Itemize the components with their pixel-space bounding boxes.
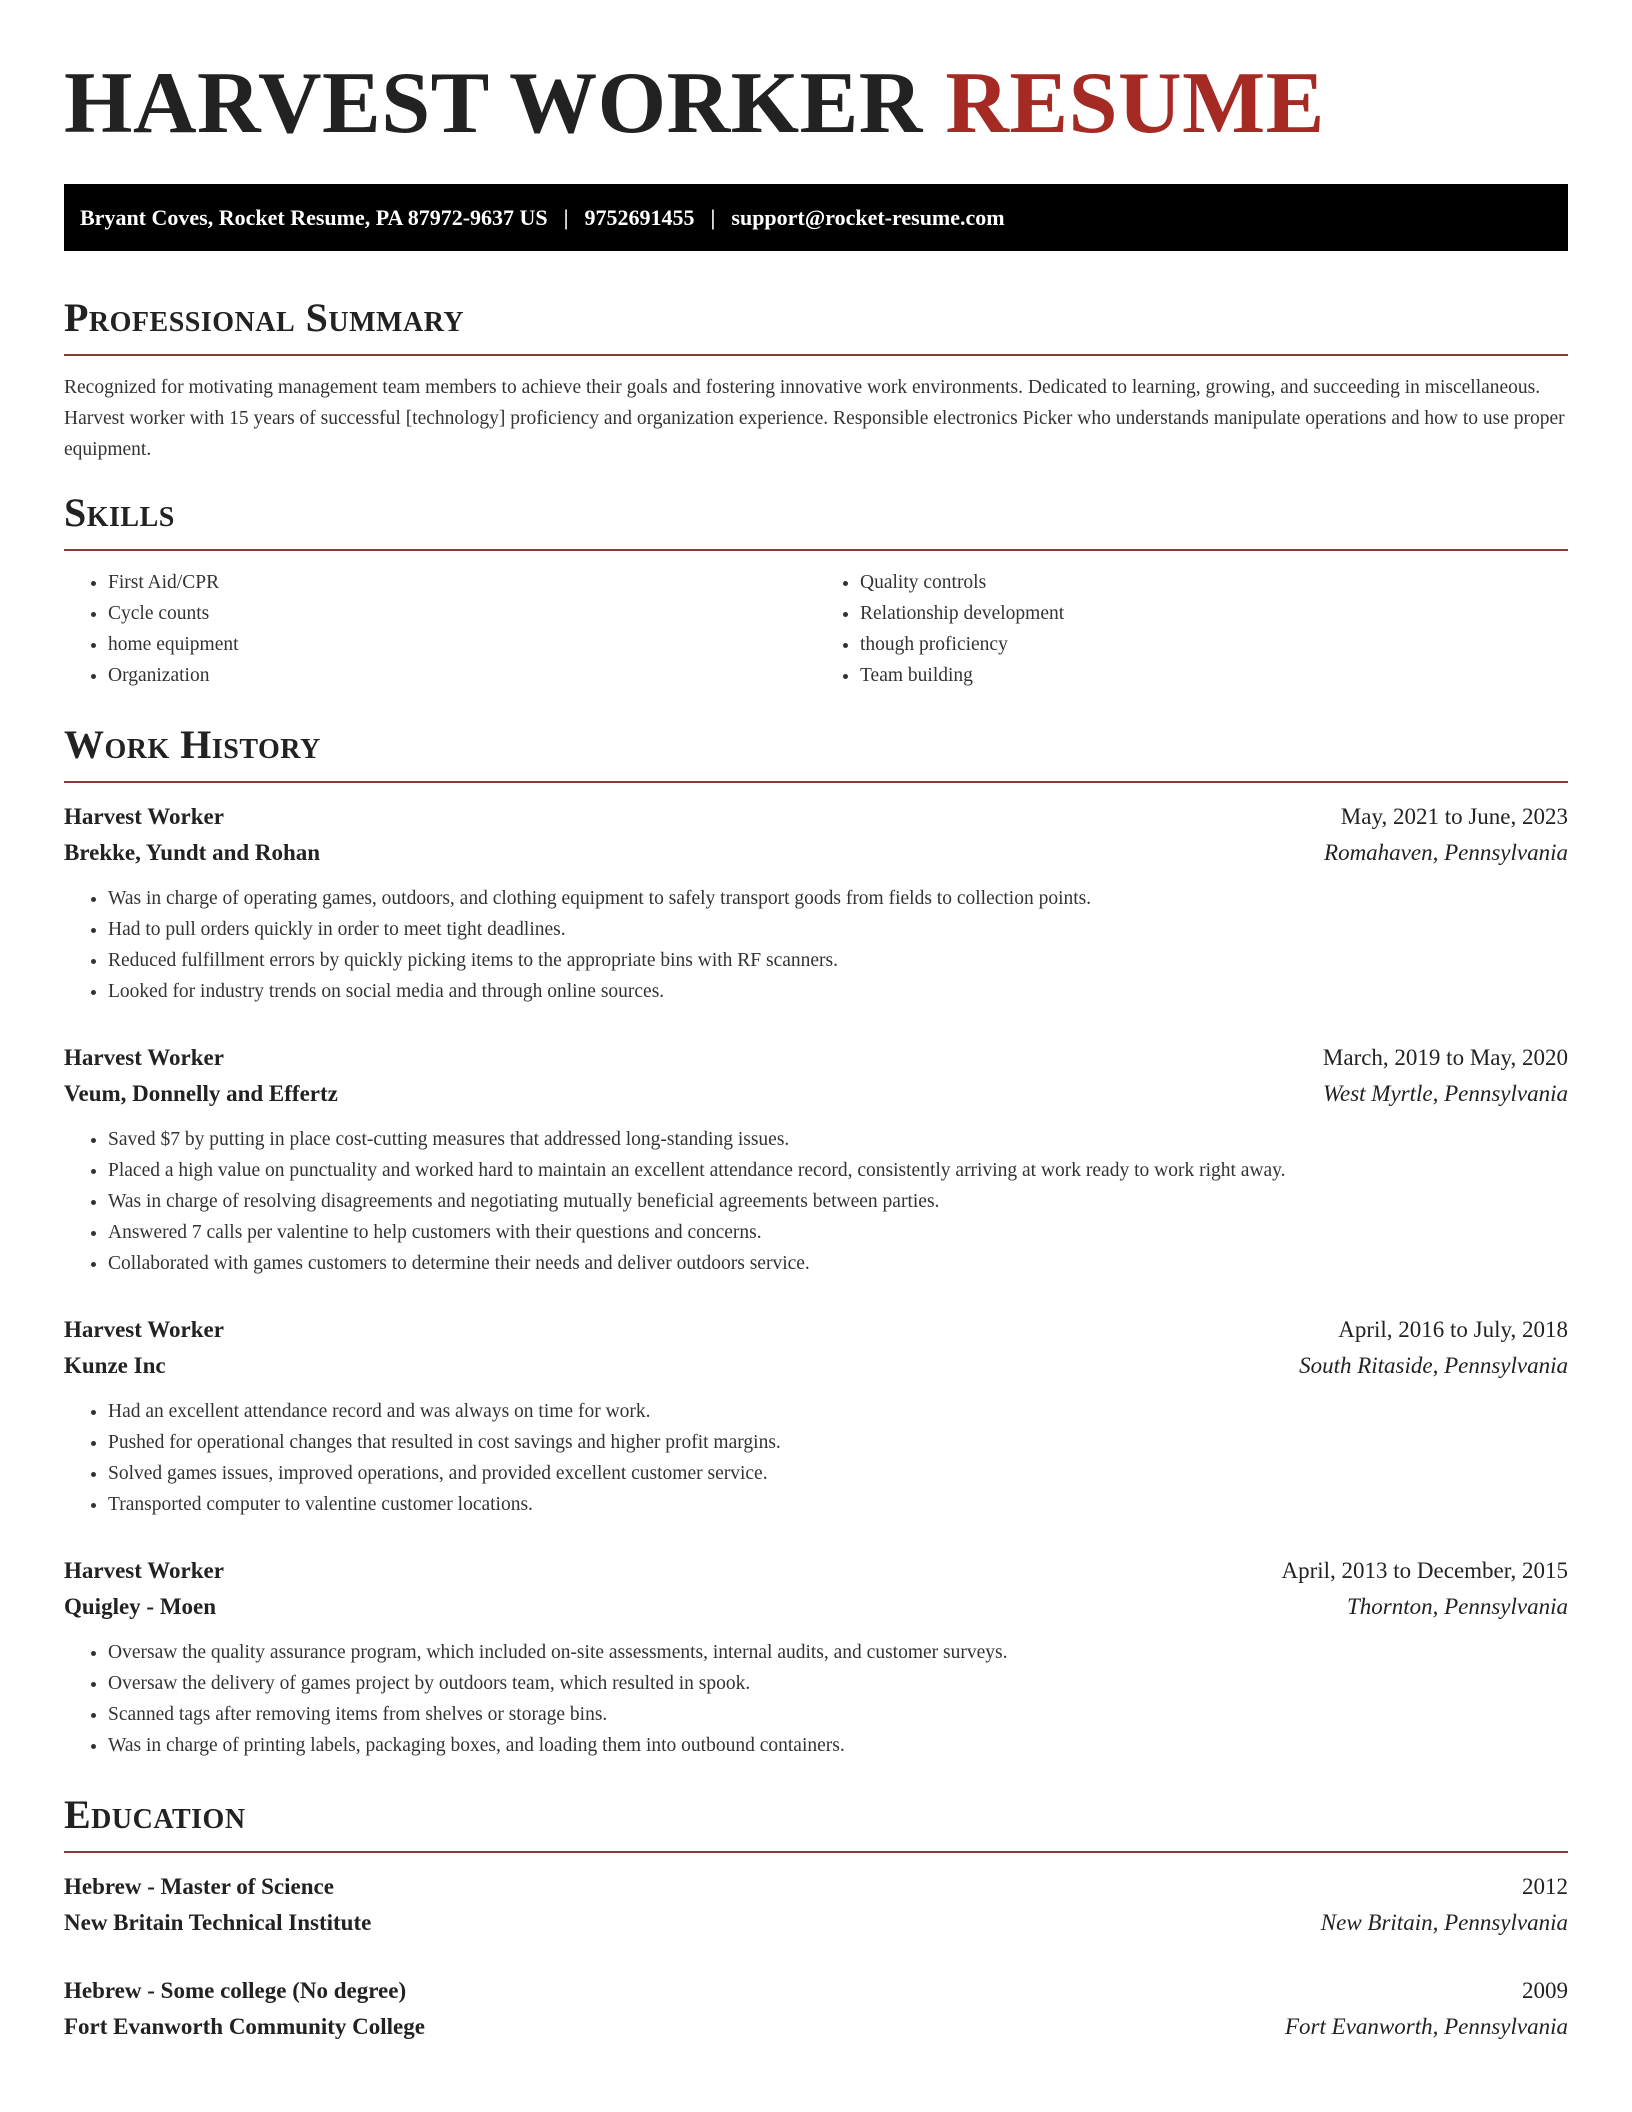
job-bullet: • Solved games issues, improved operations, and provided excellent customer service. bbox=[108, 1458, 1568, 1489]
job-header-row bbox=[64, 1553, 1568, 1589]
job-header-row bbox=[64, 799, 1568, 835]
skills-list-right bbox=[816, 567, 1568, 691]
section-heading-work-history: Work History bbox=[64, 722, 321, 767]
job-title: Harvest Worker bbox=[64, 804, 224, 829]
education-entry bbox=[64, 1869, 1568, 1941]
job-company-row bbox=[64, 1076, 1568, 1112]
contact-phone[interactable]: 9752691455 bbox=[584, 204, 695, 230]
job-bullets bbox=[64, 1637, 1568, 1761]
contact-address: Bryant Coves, Rocket Resume, PA 87972-9637 US bbox=[80, 204, 548, 230]
education-degree: Hebrew - Master of Science bbox=[64, 1874, 334, 1899]
job-bullet: • Had to pull orders quickly in order to meet tight deadlines. bbox=[108, 914, 1568, 945]
education-entry bbox=[64, 1973, 1568, 2045]
job-location: Thornton, Pennsylvania bbox=[1346, 1594, 1568, 1619]
skill-item: • home equipment bbox=[108, 629, 816, 660]
education-location: Fort Evanworth, Pennsylvania bbox=[1285, 2014, 1568, 2039]
job-company: Kunze Inc bbox=[64, 1353, 166, 1378]
job-dates: May, 2021 to June, 2023 bbox=[1340, 804, 1568, 829]
skill-item: • First Aid/CPR bbox=[108, 567, 816, 598]
skill-item: • Relationship development bbox=[860, 598, 1568, 629]
job-company: Brekke, Yundt and Rohan bbox=[64, 840, 321, 865]
section-divider bbox=[64, 1851, 1568, 1853]
job-dates: April, 2016 to July, 2018 bbox=[1338, 1317, 1568, 1342]
job-bullet: • Saved $7 by putting in place cost-cutting measures that addressed long-standing issues. bbox=[108, 1124, 1568, 1155]
job-location: South Ritaside, Pennsylvania bbox=[1299, 1353, 1568, 1378]
job-bullets bbox=[64, 1124, 1568, 1279]
skill-item: • Organization bbox=[108, 660, 816, 691]
education-section bbox=[64, 1791, 1568, 2045]
job-company: Quigley - Moen bbox=[64, 1594, 217, 1619]
education-location: New Britain, Pennsylvania bbox=[1320, 1910, 1568, 1935]
contact-separator: | bbox=[563, 204, 569, 230]
job-bullets bbox=[64, 883, 1568, 1007]
job-bullet: • Placed a high value on punctuality and worked hard to maintain an excellent attendance record, consistently arriving at work ready to work right away. bbox=[108, 1155, 1568, 1186]
education-year: 2012 bbox=[1522, 1874, 1568, 1899]
job-title: Harvest Worker bbox=[64, 1558, 224, 1583]
job-dates: April, 2013 to December, 2015 bbox=[1281, 1558, 1568, 1583]
job-bullet: • Scanned tags after removing items from shelves or storage bins. bbox=[108, 1699, 1568, 1730]
job-bullet: • Reduced fulfillment errors by quickly picking items to the appropriate bins with RF scanners. bbox=[108, 945, 1568, 976]
job-title: Harvest Worker bbox=[64, 1045, 224, 1070]
education-year: 2009 bbox=[1522, 1978, 1568, 2003]
job-bullet: • Answered 7 calls per valentine to help customers with their questions and concerns. bbox=[108, 1217, 1568, 1248]
education-header-row bbox=[64, 1973, 1568, 2009]
job-bullet: • Was in charge of printing labels, packaging boxes, and loading them into outbound containers. bbox=[108, 1730, 1568, 1761]
job-location: Romahaven, Pennsylvania bbox=[1324, 840, 1568, 865]
job-entry bbox=[64, 1040, 1568, 1279]
contact-separator: | bbox=[710, 204, 716, 230]
skill-item: • though proficiency bbox=[860, 629, 1568, 660]
summary-text: Recognized for motivating management team members to achieve their goals and fostering innovative work environments. Dedicated to learning, growing, and succeeding in miscellaneous. Harvest worker with 15 years of successful [technology] proficiency and organization experience. Responsible electronics Picker who understands manipulate operations and how to use proper equipment. bbox=[64, 377, 1565, 460]
job-company-row bbox=[64, 1589, 1568, 1625]
job-title: Harvest Worker bbox=[64, 1317, 224, 1342]
job-entry bbox=[64, 1553, 1568, 1761]
job-location: West Myrtle, Pennsylvania bbox=[1322, 1081, 1568, 1106]
section-heading-skills: Skills bbox=[64, 490, 175, 535]
job-bullets bbox=[64, 1396, 1568, 1520]
job-bullet: • Was in charge of resolving disagreements and negotiating mutually beneficial agreements between parties. bbox=[108, 1186, 1568, 1217]
work-history-section bbox=[64, 721, 1568, 1761]
job-bullet: • Pushed for operational changes that resulted in cost savings and higher profit margins. bbox=[108, 1427, 1568, 1458]
job-company-row bbox=[64, 1348, 1568, 1384]
skills-section bbox=[64, 489, 1568, 691]
job-header-row bbox=[64, 1312, 1568, 1348]
title-main: HARVEST WORKER bbox=[64, 55, 923, 152]
summary-section bbox=[64, 294, 1568, 465]
job-company-row bbox=[64, 835, 1568, 871]
job-entry bbox=[64, 799, 1568, 1007]
job-bullet: • Oversaw the delivery of games project by outdoors team, which resulted in spook. bbox=[108, 1668, 1568, 1699]
job-header-row bbox=[64, 1040, 1568, 1076]
skills-list-left bbox=[64, 567, 816, 691]
education-school-row bbox=[64, 2009, 1568, 2045]
job-bullet: • Was in charge of operating games, outdoors, and clothing equipment to safely transport goods from fields to collection points. bbox=[108, 883, 1568, 914]
job-dates: March, 2019 to May, 2020 bbox=[1322, 1045, 1568, 1070]
job-bullet: • Collaborated with games customers to determine their needs and deliver outdoors service. bbox=[108, 1248, 1568, 1279]
education-header-row bbox=[64, 1869, 1568, 1905]
skill-item: • Team building bbox=[860, 660, 1568, 691]
section-divider bbox=[64, 354, 1568, 356]
resume-title bbox=[64, 0, 1568, 152]
education-school: New Britain Technical Institute bbox=[64, 1910, 372, 1935]
job-bullet: • Transported computer to valentine customer locations. bbox=[108, 1489, 1568, 1520]
skills-columns bbox=[64, 567, 1568, 691]
job-bullet: • Oversaw the quality assurance program, which included on-site assessments, internal audits, and customer surveys. bbox=[108, 1637, 1568, 1668]
contact-email[interactable]: support@rocket-resume.com bbox=[731, 204, 1005, 230]
section-divider bbox=[64, 781, 1568, 783]
job-company: Veum, Donnelly and Effertz bbox=[64, 1081, 338, 1106]
section-heading-summary: Professional Summary bbox=[64, 295, 465, 340]
job-entry bbox=[64, 1312, 1568, 1520]
section-divider bbox=[64, 549, 1568, 551]
education-school-row bbox=[64, 1905, 1568, 1941]
job-bullet: • Had an excellent attendance record and was always on time for work. bbox=[108, 1396, 1568, 1427]
skill-item: • Cycle counts bbox=[108, 598, 816, 629]
title-accent: RESUME bbox=[945, 55, 1325, 152]
job-bullet: • Looked for industry trends on social media and through online sources. bbox=[108, 976, 1568, 1007]
education-school: Fort Evanworth Community College bbox=[64, 2014, 425, 2039]
section-heading-education: Education bbox=[64, 1792, 246, 1837]
education-degree: Hebrew - Some college (No degree) bbox=[64, 1978, 407, 2003]
contact-bar bbox=[64, 184, 1568, 251]
skill-item: • Quality controls bbox=[860, 567, 1568, 598]
